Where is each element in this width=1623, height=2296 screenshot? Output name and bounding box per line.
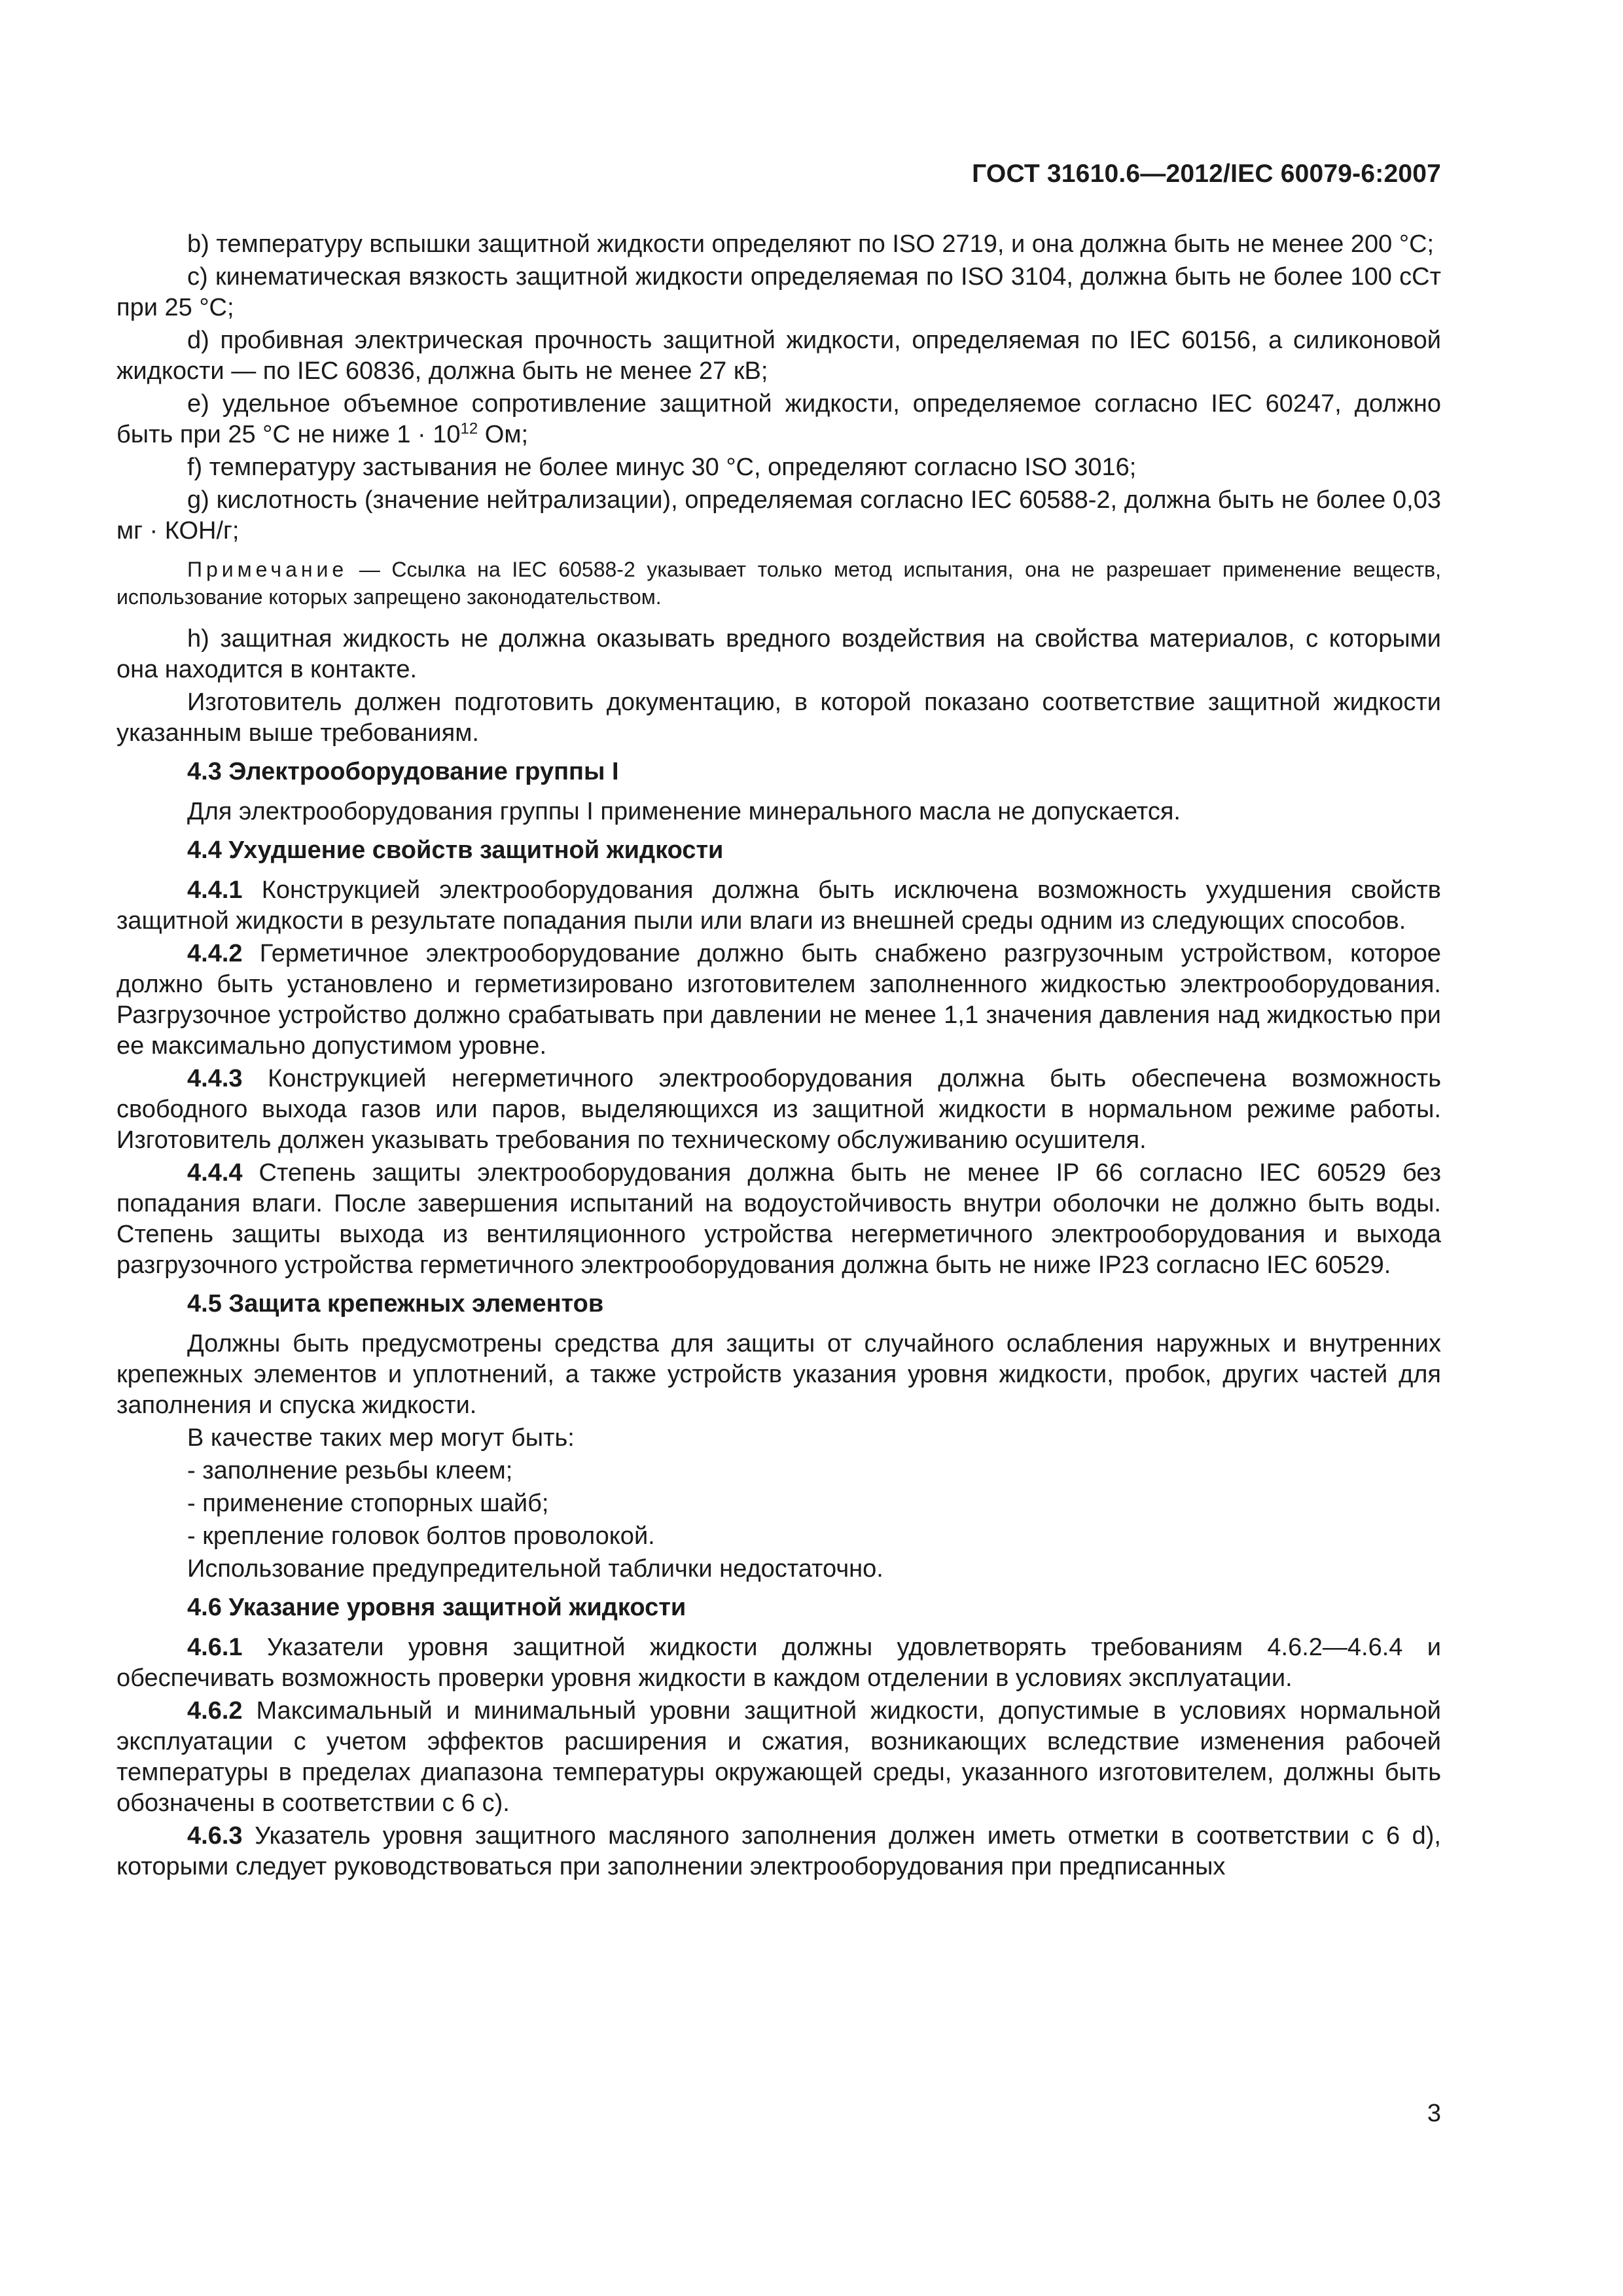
section-4-5-measures-intro: В качестве таких мер могут быть:: [187, 1424, 575, 1452]
manufacturer-doc-paragraph: Изготовитель должен подготовить документацию, в которой показано соответствие защитной жидкости указанным выше требованиям.: [116, 689, 1441, 747]
document-header: ГОСТ 31610.6—2012/IEC 60079-6:2007: [972, 160, 1441, 188]
clause-number: 4.4.2: [187, 940, 243, 967]
clause-number: 4.4.3: [187, 1065, 243, 1092]
document-body: [116, 229, 1441, 1884]
clause-number: 4.4.4: [187, 1159, 243, 1187]
clause-text: Герметичное электрооборудование должно быть снабжено разгрузочным устройством, которое должно быть установлено и герметизировано изготовителем заполненного жидкостью электрооборудования. Разгрузочное устройство должно срабатывать при давлении не менее 1,1 значения давления над жидкостью при ее максимально допустимом уровне.: [116, 940, 1441, 1060]
item-e-exponent: 12: [460, 420, 478, 438]
clause-text: Максимальный и минимальный уровни защитной жидкости, допустимые в условиях нормальной эксплуатации с учетом эффектов расширения и сжатия, возникающих вследствие изменения рабочей температуры в пределах диапазона температуры окружающей среды, указанного изготовителем, должны быть обозначены в соответствии с 6 c).: [116, 1697, 1441, 1817]
section-4-3-text: Для электрооборудования группы I применение минерального масла не допускается.: [187, 798, 1181, 825]
list-item: - крепление головок болтов проволокой.: [187, 1522, 655, 1550]
section-4-5-title: 4.5 Защита крепежных элементов: [187, 1290, 604, 1318]
clause-4-6-1: [116, 1632, 1441, 1694]
section-4-6-title: 4.6 Указание уровня защитной жидкости: [187, 1594, 687, 1621]
item-g: g) кислотность (значение нейтрализации), определяемая согласно IEC 60588-2, должна быть не более 0,03 мг · КОН/г;: [116, 486, 1441, 545]
clause-text: Степень защиты электрооборудования должна быть не менее IP 66 согласно IEC 60529 без попадания влаги. После завершения испытаний на водоустойчивость внутри оболочки не должно быть воды. Степень защиты выхода из вентиляционного устройства негерметичного электрооборудования и выхода разгрузочного устройства герметичного электрооборудования должна быть не ниже IP23 согласно IEC 60529.: [116, 1159, 1441, 1279]
note-label: Примечание: [187, 558, 348, 581]
clause-4-4-4: [116, 1158, 1441, 1281]
clause-number: 4.6.2: [187, 1697, 243, 1725]
clause-4-6-3: [116, 1821, 1441, 1882]
item-e: [116, 389, 1441, 450]
section-4-4-title: 4.4 Ухудшение свойств защитной жидкости: [187, 836, 724, 864]
clause-4-4-3: [116, 1064, 1441, 1156]
clause-4-4-1: [116, 875, 1441, 937]
list-item: - применение стопорных шайб;: [187, 1490, 549, 1517]
section-4-5-closing: Использование предупредительной таблички недостаточно.: [187, 1555, 883, 1583]
clause-text: Указатели уровня защитной жидкости должны удовлетворять требованиям 4.6.2—4.6.4 и обеспечивать возможность проверки уровня жидкости в каждом отделении в условиях эксплуатации.: [116, 1634, 1441, 1692]
clause-number: 4.6.1: [187, 1634, 243, 1661]
clause-text: Конструкцией электрооборудования должна быть исключена возможность ухудшения свойств защитной жидкости в результате попадания пыли или влаги из внешней среды одним из следующих способов.: [116, 876, 1441, 935]
clause-text: Указатель уровня защитного масляного заполнения должен иметь отметки в соответствии с 6 d), которыми следует руководствоваться при заполнении электрооборудования при предписанных: [116, 1822, 1441, 1880]
section-4-3-title: 4.3 Электрооборудование группы I: [187, 758, 619, 785]
clause-number: 4.6.3: [187, 1822, 243, 1850]
clause-4-4-2: [116, 939, 1441, 1062]
clause-text: Конструкцией негерметичного электрооборудования должна быть обеспечена возможность свободного выхода газов или паров, выделяющихся из защитной жидкости в нормальном режиме работы. Изготовитель должен указывать требования по техническому обслуживанию осушителя.: [116, 1065, 1441, 1154]
item-f: f) температуру застывания не более минус 30 °C, определяют согласно ISO 3016;: [187, 454, 1137, 481]
page-number: 3: [1427, 2100, 1441, 2127]
item-e-unit: Ом;: [478, 421, 529, 448]
item-b: b) температуру вспышки защитной жидкости определяют по ISO 2719, и она должна быть не менее 200 °C;: [187, 230, 1435, 258]
item-d: d) пробивная электрическая прочность защитной жидкости, определяемая по IEC 60156, а силиконовой жидкости — по IEC 60836, должна быть не менее 27 кВ;: [116, 327, 1441, 385]
list-item: - заполнение резьбы клеем;: [187, 1457, 513, 1484]
item-e-text: e) удельное объемное сопротивление защитной жидкости, определяемое согласно IEC 60247, должно быть при 25 °C не ниже 1 · 10: [116, 390, 1441, 448]
item-c: c) кинематическая вязкость защитной жидкости определяемая по ISO 3104, должна быть не более 100 сСт при 25 °C;: [116, 263, 1441, 321]
clause-number: 4.4.1: [187, 876, 243, 904]
item-h: h) защитная жидкость не должна оказывать вредного воздействия на свойства материалов, с которыми она находится в контакте.: [116, 625, 1441, 683]
clause-4-6-2: [116, 1696, 1441, 1819]
note: [116, 556, 1441, 611]
note-text: — Ссылка на IEC 60588-2 указывает только метод испытания, она не разрешает применение веществ, использование которых запрещено законодательством.: [116, 558, 1441, 609]
section-4-5-paragraph: Должны быть предусмотрены средства для защиты от случайного ослабления наружных и внутренних крепежных элементов и уплотнений, а также устройств указания уровня жидкости, пробок, других частей для заполнения и спуска жидкости.: [116, 1330, 1441, 1419]
